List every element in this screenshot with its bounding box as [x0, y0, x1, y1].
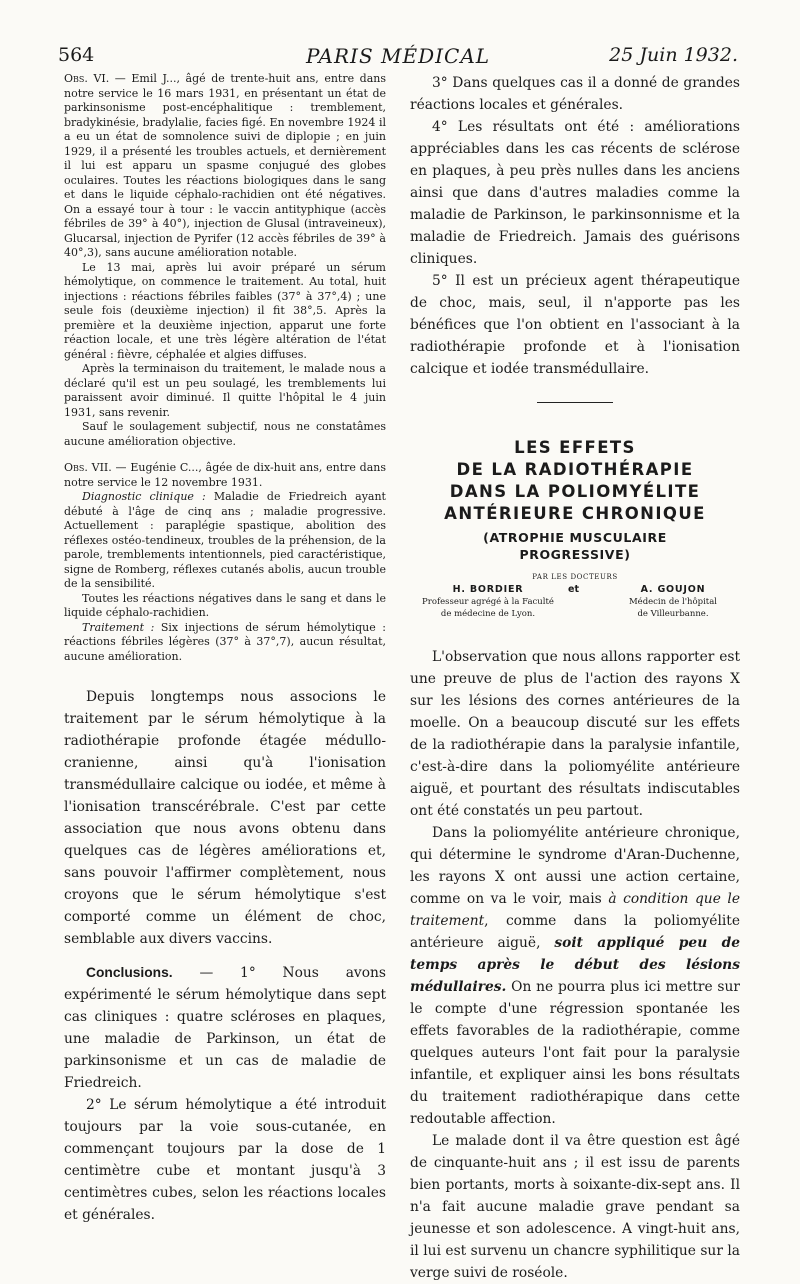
article-paragraph-3: Le malade dont il va être question est âgé de cinquante-huit ans ; il est issu de parents bien portants, morts à soixante-dix-sept ans. Il n'a fait aucune maladie grave pendant sa jeunesse et son adolescence. A vingt-huit ans, il lui est survenu un chancre syphilitique sur la verge suivi de roséole.: [410, 1133, 740, 1281]
obs6-paragraph-3: Après la terminaison du traitement, le malade nous a déclaré qu'il est un peu soulagé, les tremblements lui paraissent avoir diminué. Il quitte l'hôpital le 4 juin 1931, sans revenir.: [64, 362, 386, 419]
author-conjunction: et: [568, 584, 579, 595]
obs7-label: Obs. VII.: [64, 461, 112, 474]
byline-intro: PAR LES DOCTEURS: [532, 573, 618, 581]
obs6-paragraph-2: Le 13 mai, après lui avoir préparé un sérum hémolytique, on commence le traitement. Au total, huit injections : réactions fébriles faibles (37° à 37°,4) ; une seule fois (deuxième injection) il fit 38°,5. Après la première et la deuxième injection, apparut une forte réaction locale, et une très légère altération de l'état général : fièvre, céphalée et algies diffuses.: [64, 260, 386, 361]
conclusion-4: 4° Les résultats ont été : améliorations appréciables dans les cas récents de sclérose en plaques, à peu près nulles dans les anciens ainsi que dans d'autres maladies comme la maladie de Parkinson, le parkinsonnisme et la maladie de Friedreich. Jamais des guérisons cliniques.: [410, 119, 740, 267]
p2-text-a: Dans la poliomyélite antérieure chronique, qui détermine le syndrome d'Aran-Duchenne, les rayons X ont aussi une action certaine, comme on va le voir, mais: [410, 825, 740, 907]
conclusion-2: 2° Le sérum hémolytique a été introduit toujours par la voie sous-cutanée, en commençant toujours par la dose de 1 centimètre cube et montant jusqu'à 3 centimètres cubes, selon les réactions locales et générales.: [64, 1097, 386, 1223]
authors: [410, 584, 740, 640]
running-header: [58, 44, 738, 72]
conclusion-5: 5° Il est un précieux agent thérapeutique de choc, mais, seul, il n'apporte pas les bénéfices que l'on obtient en l'associant à la radiothérapie profonde et à l'ionisation calcique et iodée transmédullaire.: [410, 273, 740, 377]
author-affiliation: de médecine de Lyon.: [440, 609, 536, 619]
treatment-text: Six injections de sérum hémolytique : réactions fébriles légères (37° à 37°,7), aucun résultat, aucune amélioration.: [64, 620, 386, 663]
article-body: [410, 646, 740, 1284]
subtitle-line: PROGRESSIVE): [519, 547, 631, 562]
conclusion-1: [64, 962, 386, 1094]
article-paragraph-1: L'observation que nous allons rapporter est une preuve de plus de l'action des rayons X sur les lésions des cornes antérieures de la moelle. On a beaucoup discuté sur les effets de la radiothérapie dans la paralysie infantile, c'est-à-dire dans la poliomyélite antérieure aiguë, et pourtant des résultats indiscutables ont été constatés un peu partout.: [410, 649, 740, 819]
p2-emphasis-2: soit appliqué peu de temps après le début des lésions médullaires.: [410, 935, 740, 995]
conclusions-heading: Conclusions.: [86, 965, 173, 980]
left-column: [64, 72, 386, 1226]
author-bordier: [410, 584, 566, 620]
observation-vii: [64, 461, 386, 664]
journal-title: PARIS MÉDICAL: [305, 44, 491, 68]
article-paragraph-2: [410, 822, 740, 1130]
obs7-paragraph-1: [64, 461, 386, 490]
author-goujon: [606, 584, 740, 620]
discussion: [64, 686, 386, 950]
obs7-text: — Eugénie C..., âgée de dix-huit ans, entre dans notre service le 12 novembre 1931.: [64, 461, 386, 489]
author-affiliation: Professeur agrégé à la Faculté: [422, 597, 554, 607]
p2-emphasis-1: à condition que le traitement: [410, 891, 740, 929]
obs6-label: Obs. VI.: [64, 72, 110, 85]
right-column: [410, 72, 740, 1284]
diagnosis-text: Maladie de Friedreich ayant débuté à l'âge de cinq ans ; maladie progressive. Actuellement : paraplégie spastique, abolition des réflexes ostéo-tendineux, troubles de la préhension, de la parole, tremblements intentionnels, pied caractéristique, signe de Romberg, réflexes cutanés abolis, aucun trouble de la sensibilité.: [64, 490, 386, 590]
treatment-label: Traitement :: [82, 620, 155, 634]
p2-text-b: , comme dans la poliomyélite antérieure aiguë,: [410, 913, 740, 951]
title-line: DE LA RADIOTHÉRAPIE: [456, 460, 694, 479]
page-number: 564: [58, 44, 95, 66]
discussion-paragraph: Depuis longtemps nous associons le traitement par le sérum hémolytique à la radiothérapie profonde étagée médullo-cranienne, ainsi qu'à l'ionisation transmédullaire calcique ou iodée, et même à l'ionisation transcérébrale. C'est par cette association que nous avons obtenu dans quelques cas de légères améliorations et, sans pouvoir l'affirmer complètement, nous croyons que le sérum hémolytique s'est comporté comme un élément de choc, semblable aux divers vaccins.: [64, 689, 386, 947]
title-line: ANTÉRIEURE CHRONIQUE: [444, 504, 706, 523]
article-title: [410, 437, 740, 525]
obs7-treatment: [64, 621, 386, 665]
diagnosis-label: Diagnostic clinique :: [82, 490, 206, 503]
obs7-paragraph-3: Toutes les réactions négatives dans le sang et dans le liquide céphalo-rachidien.: [64, 591, 386, 619]
author-affiliation: de Villeurbanne.: [637, 609, 709, 619]
title-line: LES EFFETS: [514, 438, 636, 457]
p2-text-c: On ne pourra plus ici mettre sur le compte d'une régression spontanée les effets favorables de la radiothérapie, comme quelques auteurs l'ont fait pour la paralysie infantile, et expliquer ainsi les bons résultats du traitement radiothérapique dans cette redoutable affection.: [410, 979, 740, 1127]
conclusions-continued: [410, 72, 740, 380]
conclusion-3: 3° Dans quelques cas il a donné de grandes réactions locales et générales.: [410, 75, 740, 113]
subtitle-line: (ATROPHIE MUSCULAIRE: [483, 530, 667, 545]
author-affiliation: Médecin de l'hôpital: [628, 597, 718, 607]
author-name: A. GOUJON: [640, 584, 706, 595]
title-line: DANS LA POLIOMYÉLITE: [449, 482, 701, 501]
obs6-paragraph-1: [64, 72, 386, 261]
conclusions: [64, 962, 386, 1226]
issue-date: 25 Juin 1932.: [609, 44, 738, 66]
obs7-diagnosis: [64, 490, 386, 592]
obs6-paragraph-4: Sauf le soulagement subjectif, nous ne constatâmes aucune amélioration objective.: [64, 420, 386, 448]
author-name: H. BORDIER: [452, 584, 524, 595]
section-divider: [537, 402, 613, 403]
obs6-text: — Emil J..., âgé de trente-huit ans, entre dans notre service le 16 mars 1931, en présentant un état de parkinsonisme post-encéphalitique : tremblement, bradykinésie, bradylalie, facies figé. En novembre 1924 il a eu un état de somnolence suivi de diplopie ; en juin 1929, il a présenté les troubles actuels, et dernièrement il lui est apparu un spasme conjugué des globes oculaires. Toutes les réactions biologiques dans le sang et dans le liquide céphalo-rachidien ont été négatives. On a essayé tour à tour : le vaccin antityphique (accès fébriles de 39° à 40°), injection de Glusal (intraveineux), Glucarsal, injection de Pyrifer (12 accès fébriles de 39° à 40°,3), sans aucune amélioration notable.: [64, 72, 387, 259]
article-subtitle: [410, 529, 740, 563]
conclusion-1-text: — 1° Nous avons expérimenté le sérum hémolytique dans sept cas cliniques : quatre scléroses en plaques, une maladie de Parkinson, un état de parkinsonisme et un cas de maladie de Friedreich.: [64, 965, 386, 1091]
observation-vi: [64, 72, 386, 449]
